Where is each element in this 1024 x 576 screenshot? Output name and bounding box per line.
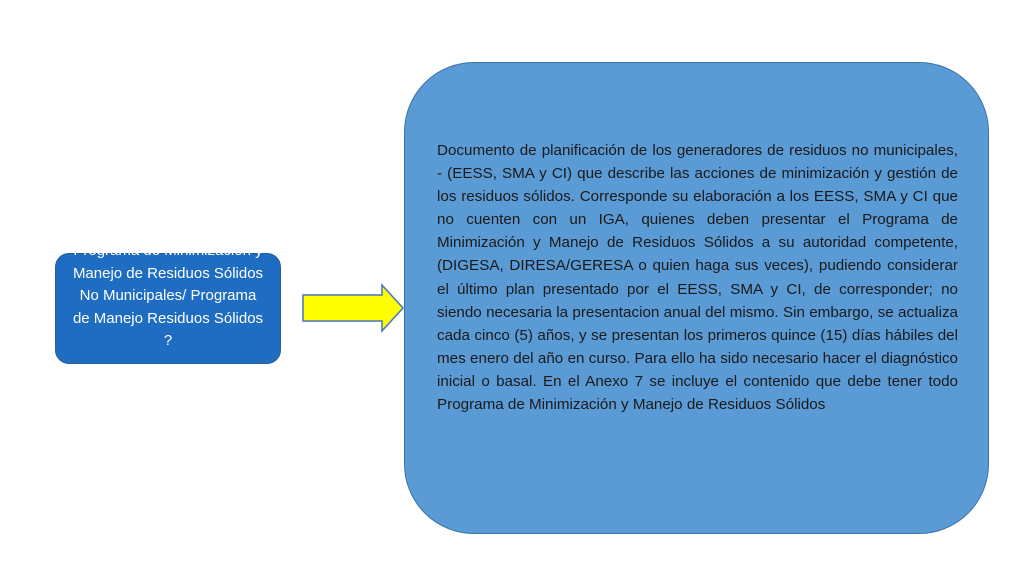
description-text: Documento de planificación de los generadores de residuos no municipales, - (EESS, SMA y CI) que describe las acciones de minimización y gestión de los residuos sólidos. Corresponde su elaboración a los EESS, SMA y CI que no cuenten con un IGA, quienes deben presentar el Programa de Minimización y Manejo de Residuos Sólidos a su autoridad competente, (DIGESA, DIRESA/GERESA o quien haga sus veces), pudiendo considerar el último plan presentado por el EESS, SMA y CI, de corresponder; no siendo necesaria la presentacion anual del mismo. Sin embargo, se actualiza cada cinco (5) años, y se presentan los primeros quince (15) días hábiles del mes enero del año en curso. Para ello ha sido necesario hacer el diagnóstico inicial o basal. En el Anexo 7 se incluye el contenido que debe tener todo Programa de Minimización y Manejo de Residuos Sólidos	[437, 142, 958, 414]
arrow-shape	[303, 285, 403, 331]
right-arrow-icon	[302, 284, 404, 332]
program-box	[55, 242, 281, 364]
description-box	[404, 62, 989, 534]
program-box-text: Programa de Minimización y Manejo de Residuos Sólidos No Municipales/ Programa de Manejo Residuos Sólidos ?	[72, 242, 264, 349]
